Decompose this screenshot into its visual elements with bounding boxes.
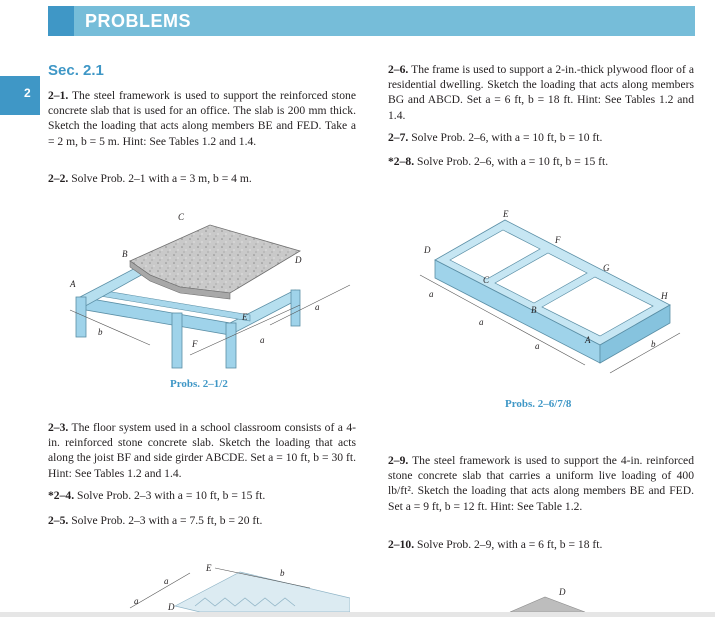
- section-title: Sec. 2.1: [48, 62, 104, 79]
- problem-number: 2–7.: [388, 131, 409, 144]
- framework-figure-2-9: [505, 585, 595, 612]
- label-a-dim-2: a: [315, 302, 320, 312]
- label-b-dim: b: [651, 339, 656, 349]
- floor-system-figure: [120, 558, 350, 612]
- label-e-point: E: [503, 209, 509, 219]
- problem-number: *2–8.: [388, 155, 415, 168]
- page-bottom-edge: [0, 612, 715, 617]
- problem-number: 2–10.: [388, 538, 415, 551]
- label-a-point: A: [70, 279, 76, 289]
- problem-text: Solve Prob. 2–3 with a = 7.5 ft, b = 20 ft.: [71, 514, 263, 527]
- problem-number: 2–9.: [388, 454, 409, 467]
- label-e-point: E: [242, 312, 248, 322]
- label-a-dim-2: a: [134, 596, 139, 606]
- problem-text: The steel framework is used to support the reinforced stone concrete slab that is used for an office. The slab is 200 mm thick. Sketch the loading that acts along members BE and FED. Take a = 2 m, b = 5 m. Hint: See Tables 1.2 and 1.4.: [48, 89, 356, 148]
- column-f: [172, 313, 182, 368]
- problem-number: 2–5.: [48, 514, 69, 527]
- label-a-dim: a: [260, 335, 265, 345]
- label-a-dim-1: a: [164, 576, 169, 586]
- figure-caption-1: Probs. 2–1/2: [170, 378, 228, 390]
- label-b-point: B: [122, 249, 128, 259]
- column-e: [226, 323, 236, 368]
- problem-2-8: [388, 154, 694, 169]
- label-f-point: F: [192, 339, 198, 349]
- problem-number: 2–3.: [48, 421, 69, 434]
- chapter-tab: [0, 76, 40, 115]
- problem-text: Solve Prob. 2–3 with a = 10 ft, b = 15 ft.: [77, 489, 266, 502]
- label-d-point: D: [168, 602, 175, 612]
- label-d-point: D: [295, 255, 302, 265]
- problem-text: Solve Prob. 2–9, with a = 6 ft, b = 18 ft.: [417, 538, 603, 551]
- label-a-dim-1: a: [429, 289, 434, 299]
- problem-2-3: [48, 420, 356, 481]
- slab-partial: [510, 597, 585, 612]
- side-girder: [230, 290, 295, 335]
- problem-2-10: [388, 537, 694, 552]
- label-b-point: B: [531, 305, 537, 315]
- floor-frame-figure: [415, 205, 690, 390]
- label-a-point: A: [585, 335, 591, 345]
- label-d-point: D: [559, 587, 566, 597]
- column-a: [76, 297, 86, 337]
- problem-number: *2–4.: [48, 489, 75, 502]
- label-h-point: H: [661, 291, 668, 301]
- problem-text: Solve Prob. 2–1 with a = 3 m, b = 4 m.: [71, 172, 252, 185]
- label-c-point: C: [483, 275, 490, 285]
- figure-caption-2: Probs. 2–6/7/8: [505, 398, 572, 410]
- problem-2-1: [48, 88, 356, 149]
- problem-number: 2–2.: [48, 172, 69, 185]
- header-accent: [48, 6, 74, 36]
- problem-text: The floor system used in a school classroom consists of a 4-in. reinforced stone concrete slab. Sketch the loading that acts along the joist BF and side girder ABCDE. Set a = 10 ft, b = 30 ft. Hint: See Tables 1.2 and 1.4.: [48, 421, 356, 480]
- label-g-point: G: [603, 263, 610, 273]
- label-e-point: E: [206, 563, 212, 573]
- label-a-dim-3: a: [535, 341, 540, 351]
- problem-2-9: [388, 453, 694, 514]
- problem-text: Solve Prob. 2–6, with a = 10 ft, b = 15 ft.: [417, 155, 609, 168]
- label-b-dim: b: [280, 568, 285, 578]
- problem-number: 2–1.: [48, 89, 69, 102]
- problem-text: Solve Prob. 2–6, with a = 10 ft, b = 10 ft.: [411, 131, 603, 144]
- problem-text: The steel framework is used to support the 4-in. reinforced stone concrete slab that carries a uniform live loading of 400 lb/ft². Sketch the loading that acts along members BE and FED. Set a = 9 ft, b = 12 ft. Hint: See Table 1.2.: [388, 454, 694, 513]
- problem-number: 2–6.: [388, 63, 409, 76]
- label-a-dim-2: a: [479, 317, 484, 327]
- column-d: [291, 290, 300, 326]
- problem-2-6: [388, 62, 694, 123]
- label-c-point: C: [178, 212, 185, 222]
- label-f-point: F: [555, 235, 561, 245]
- problem-2-2: [48, 171, 356, 186]
- problem-text: The frame is used to support a 2-in.-thick plywood floor of a residential dwelling. Sketch the loading that acts along members BG and ABCD. Set a = 6 ft, b = 18 ft. Hint: See Tables 1.2 and 1.4.: [388, 63, 694, 122]
- chapter-number: 2: [24, 86, 31, 100]
- label-d-point: D: [424, 245, 431, 255]
- problem-2-5: [48, 513, 356, 528]
- label-b-dim: b: [98, 327, 103, 337]
- problem-2-4: [48, 488, 356, 503]
- page-title: PROBLEMS: [85, 11, 192, 31]
- problem-2-7: [388, 130, 694, 145]
- framework-slab-figure: [60, 205, 360, 380]
